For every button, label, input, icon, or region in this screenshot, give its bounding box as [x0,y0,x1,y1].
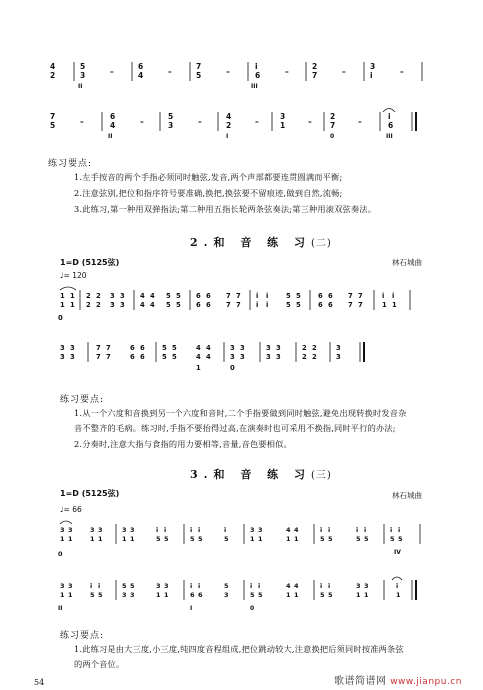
svg-text:6: 6 [138,62,144,71]
svg-text:–: – [285,67,289,76]
svg-text:6: 6 [190,591,195,599]
svg-text:7: 7 [106,344,111,352]
svg-text:3: 3 [240,353,245,361]
svg-text:3: 3 [70,344,75,352]
svg-text:3: 3 [120,301,125,309]
svg-text:5: 5 [80,62,86,71]
svg-text:1: 1 [68,591,73,599]
section3-note-1: 1.此练习是由大三度,小三度,纯四度音程组成,把位跳动较大,注意换把后须同时按准两条弦 [74,644,404,654]
svg-text:5: 5 [320,591,325,599]
svg-text:3: 3 [130,526,135,534]
svg-text:7: 7 [226,292,231,300]
svg-text:1: 1 [60,591,65,599]
svg-text:1: 1 [396,591,401,599]
svg-text:6: 6 [130,344,135,352]
svg-text:1: 1 [68,535,73,543]
svg-text:7: 7 [358,301,363,309]
svg-text:1: 1 [60,535,65,543]
svg-text:0: 0 [330,133,335,140]
svg-text:3: 3 [240,344,245,352]
svg-text:4: 4 [196,344,201,352]
svg-text:2: 2 [86,292,91,300]
svg-text:1: 1 [294,591,299,599]
page-number: 54 [34,678,45,687]
svg-text:1: 1 [382,301,387,309]
svg-text:6: 6 [196,292,201,300]
score-system-4 [40,338,460,380]
svg-text:5: 5 [162,344,167,352]
svg-text:3: 3 [130,591,135,599]
svg-text:3: 3 [164,582,169,590]
svg-text:i: i [328,582,331,590]
svg-text:i: i [370,71,373,80]
svg-text:7: 7 [348,292,353,300]
svg-text:3: 3 [250,526,255,534]
svg-text:2: 2 [96,301,101,309]
svg-text:1: 1 [286,591,291,599]
watermark [334,672,462,687]
section2-key-signature: 1=D (5125弦) [60,258,120,267]
svg-text:6: 6 [318,292,323,300]
svg-text:2: 2 [226,121,232,130]
svg-text:5: 5 [190,535,195,543]
svg-text:4: 4 [196,353,201,361]
section3-tempo [60,505,82,514]
svg-text:1: 1 [280,121,286,130]
svg-text:5: 5 [356,535,361,543]
svg-text:6: 6 [140,353,145,361]
svg-text:5: 5 [224,582,229,590]
svg-text:i: i [98,582,101,590]
svg-text:6: 6 [130,353,135,361]
svg-text:3: 3 [230,344,235,352]
svg-text:1: 1 [60,301,65,309]
svg-text:–: – [400,67,404,76]
section3-composer: 林石城曲 [392,491,422,500]
score-system-1 [40,58,460,98]
svg-text:II: II [58,605,63,612]
svg-text:5: 5 [250,591,255,599]
svg-text:7: 7 [226,301,231,309]
svg-text:5: 5 [328,535,333,543]
svg-text:4: 4 [138,71,144,80]
svg-text:0: 0 [58,550,63,558]
watermark-url: www.jianpu.cn [390,677,462,687]
svg-text:1: 1 [356,591,361,599]
svg-text:4: 4 [286,582,291,590]
svg-text:3: 3 [80,71,86,80]
svg-text:3: 3 [224,591,229,599]
svg-text:i: i [250,582,253,590]
svg-text:i: i [256,292,259,300]
svg-text:–: – [358,117,362,126]
svg-text:7: 7 [196,62,202,71]
section2-note-2: 音不整齐的毛病。练习时,手指不要抬得过高,在演奏时也可采用不换指,同时平行的办法; [74,423,396,433]
svg-text:3: 3 [122,591,127,599]
svg-text:–: – [110,67,114,76]
svg-text:6: 6 [388,121,394,130]
svg-text:6: 6 [206,301,211,309]
svg-text:4: 4 [150,292,155,300]
svg-text:7: 7 [96,353,101,361]
svg-text:3: 3 [356,582,361,590]
svg-text:4: 4 [110,121,116,130]
svg-text:i: i [390,526,393,534]
svg-text:i: i [320,526,323,534]
svg-text:5: 5 [296,292,301,300]
svg-text:1: 1 [392,301,397,309]
svg-text:5: 5 [172,353,177,361]
svg-text:4: 4 [206,353,211,361]
svg-text:3: 3 [68,582,73,590]
section3-title [190,466,332,482]
svg-text:7: 7 [236,301,241,309]
svg-text:3: 3 [276,344,281,352]
svg-text:3: 3 [230,353,235,361]
svg-text:–: – [226,67,230,76]
svg-text:7: 7 [96,344,101,352]
section2-subtitle: (二) [310,238,332,249]
svg-text:7: 7 [330,121,336,130]
svg-text:5: 5 [156,535,161,543]
svg-text:5: 5 [164,535,169,543]
svg-text:i: i [364,526,367,534]
svg-text:6: 6 [198,591,203,599]
svg-text:1: 1 [286,535,291,543]
svg-text:3: 3 [122,526,127,534]
svg-text:5: 5 [286,292,291,300]
svg-text:5: 5 [320,535,325,543]
svg-text:–: – [308,117,312,126]
svg-text:–: – [342,67,346,76]
svg-text:i: i [164,526,167,534]
svg-text:–: – [198,117,202,126]
svg-text:6: 6 [328,301,333,309]
svg-text:3: 3 [110,292,115,300]
section3-subtitle: (三) [310,470,332,481]
svg-text:4: 4 [294,582,299,590]
svg-text:3: 3 [336,353,341,361]
svg-text:i: i [256,301,259,309]
section3-title-text: 3.和 音 练 习 [190,468,311,481]
svg-text:6: 6 [255,71,261,80]
section3-tempo-value: = 66 [63,505,82,514]
svg-text:2: 2 [302,353,307,361]
svg-text:i: i [224,526,227,534]
svg-text:2: 2 [312,344,317,352]
svg-text:2: 2 [50,71,56,80]
svg-text:5: 5 [390,535,395,543]
svg-text:4: 4 [294,526,299,534]
svg-text:3: 3 [60,526,65,534]
svg-text:i: i [255,62,258,71]
svg-text:1: 1 [122,535,127,543]
section1-notes-heading: 练习要点: [48,159,93,169]
svg-text:–: – [140,117,144,126]
svg-text:3: 3 [120,292,125,300]
watermark-text: 歌谱简谱网 [334,676,387,687]
svg-text:I: I [226,133,229,140]
svg-text:II: II [78,83,83,90]
svg-text:III: III [386,133,393,140]
svg-text:4: 4 [50,62,56,71]
svg-text:5: 5 [328,591,333,599]
svg-text:i: i [356,526,359,534]
svg-text:5: 5 [50,121,56,130]
svg-text:i: i [382,292,385,300]
svg-text:i: i [396,582,399,590]
svg-text:1: 1 [196,364,201,372]
section1-note-2: 2.注意弦别,把位和指序符号要准确,换把,换弦要不留痕迹,做到自然,流畅; [74,188,343,198]
score-system-6 [40,576,460,620]
svg-text:i: i [156,526,159,534]
svg-text:0: 0 [250,605,255,612]
svg-text:7: 7 [236,292,241,300]
svg-text:7: 7 [312,71,318,80]
score-system-2 [40,108,460,148]
section2-note-1: 1.从一个六度和音换到另一个六度和音时,二个手指要做到同时触弦,避免出现转换时发音杂 [74,408,407,418]
svg-text:3: 3 [258,526,263,534]
svg-text:3: 3 [70,353,75,361]
svg-text:1: 1 [70,292,75,300]
quarter-note-icon: ♩ [60,505,64,514]
svg-text:1: 1 [258,535,263,543]
svg-text:i: i [388,112,391,121]
svg-text:3: 3 [364,582,369,590]
quarter-note-icon: ♩ [60,271,64,280]
svg-text:1: 1 [364,591,369,599]
svg-text:7: 7 [348,301,353,309]
section3-notes-heading: 练习要点: [60,631,105,641]
svg-text:5: 5 [296,301,301,309]
svg-text:i: i [328,526,331,534]
score-system-5 [40,520,460,564]
svg-text:4: 4 [206,344,211,352]
svg-text:5: 5 [166,301,171,309]
svg-text:4: 4 [140,292,145,300]
svg-text:5: 5 [168,112,174,121]
svg-text:6: 6 [318,301,323,309]
svg-text:3: 3 [60,353,65,361]
svg-text:1: 1 [90,535,95,543]
svg-text:i: i [190,526,193,534]
svg-text:5: 5 [198,535,203,543]
svg-text:6: 6 [206,292,211,300]
svg-text:5: 5 [90,591,95,599]
svg-text:5: 5 [196,71,202,80]
svg-text:3: 3 [60,582,65,590]
svg-text:4: 4 [140,301,145,309]
svg-text:I: I [190,605,193,612]
svg-text:1: 1 [164,591,169,599]
svg-text:5: 5 [286,301,291,309]
svg-text:2: 2 [96,292,101,300]
section2-tempo [60,271,87,280]
section2-notes-heading: 练习要点: [60,395,105,405]
svg-text:i: i [398,526,401,534]
svg-text:5: 5 [398,535,403,543]
section3-note-2: 的两个音位。 [74,659,125,669]
svg-text:–: – [80,117,84,126]
svg-text:i: i [258,582,261,590]
svg-text:i: i [90,582,93,590]
svg-text:i: i [198,526,201,534]
svg-text:i: i [198,582,201,590]
svg-text:5: 5 [172,344,177,352]
svg-text:i: i [266,301,269,309]
svg-text:7: 7 [358,292,363,300]
section2-tempo-value: = 120 [63,271,87,280]
svg-text:5: 5 [364,535,369,543]
svg-text:3: 3 [98,526,103,534]
svg-text:6: 6 [110,112,116,121]
svg-text:1: 1 [250,535,255,543]
score-system-3 [40,286,460,328]
svg-text:1: 1 [156,591,161,599]
svg-text:1: 1 [130,535,135,543]
svg-text:6: 6 [196,301,201,309]
svg-text:1: 1 [70,301,75,309]
svg-text:5: 5 [122,582,127,590]
svg-text:3: 3 [336,344,341,352]
svg-text:5: 5 [130,582,135,590]
svg-text:5: 5 [176,301,181,309]
svg-text:1: 1 [98,535,103,543]
svg-text:0: 0 [58,314,63,322]
section1-note-3: 3.此练习,第一种用双弹指法;第二种用五指长轮两条弦奏法;第三种用滚双弦奏法。 [74,204,377,214]
svg-text:i: i [266,292,269,300]
svg-text:3: 3 [168,121,174,130]
section2-title-text: 2.和 音 练 习 [190,236,311,249]
svg-text:4: 4 [286,526,291,534]
svg-text:3: 3 [90,526,95,534]
svg-text:1: 1 [60,292,65,300]
svg-text:5: 5 [224,535,229,543]
section2-title [190,234,332,250]
svg-text:7: 7 [50,112,56,121]
svg-text:i: i [190,582,193,590]
svg-text:i: i [320,582,323,590]
svg-text:0: 0 [230,364,235,372]
svg-text:3: 3 [68,526,73,534]
svg-text:3: 3 [370,62,376,71]
section3-key-signature: 1=D (5125弦) [60,489,120,498]
svg-text:2: 2 [86,301,91,309]
section1-note-1: 1.左手按音的两个手指必须同时触弦,发音,两个声部都要连贯圆满而平衡; [74,172,343,182]
svg-text:2: 2 [312,62,318,71]
svg-text:5: 5 [98,591,103,599]
svg-text:3: 3 [60,344,65,352]
svg-text:7: 7 [106,353,111,361]
svg-text:5: 5 [166,292,171,300]
svg-text:3: 3 [110,301,115,309]
svg-text:3: 3 [276,353,281,361]
svg-text:5: 5 [162,353,167,361]
section2-composer: 林石城曲 [392,258,422,267]
svg-text:6: 6 [328,292,333,300]
svg-text:–: – [168,67,172,76]
svg-text:–: – [255,117,259,126]
svg-text:3: 3 [266,344,271,352]
svg-text:6: 6 [140,344,145,352]
svg-text:IV: IV [394,549,401,556]
svg-text:3: 3 [156,582,161,590]
svg-text:III: III [251,83,258,90]
svg-text:3: 3 [280,112,286,121]
section2-note-3: 2.分奏时,注意大指与食指的用力要相等,音量,音色要相似。 [74,439,292,449]
svg-text:2: 2 [312,353,317,361]
svg-text:2: 2 [330,112,336,121]
svg-text:4: 4 [226,112,232,121]
svg-text:3: 3 [266,353,271,361]
svg-text:4: 4 [150,301,155,309]
svg-text:2: 2 [302,344,307,352]
svg-text:5: 5 [258,591,263,599]
svg-text:II: II [108,133,113,140]
svg-text:5: 5 [176,292,181,300]
svg-text:i: i [392,292,395,300]
svg-text:1: 1 [294,535,299,543]
